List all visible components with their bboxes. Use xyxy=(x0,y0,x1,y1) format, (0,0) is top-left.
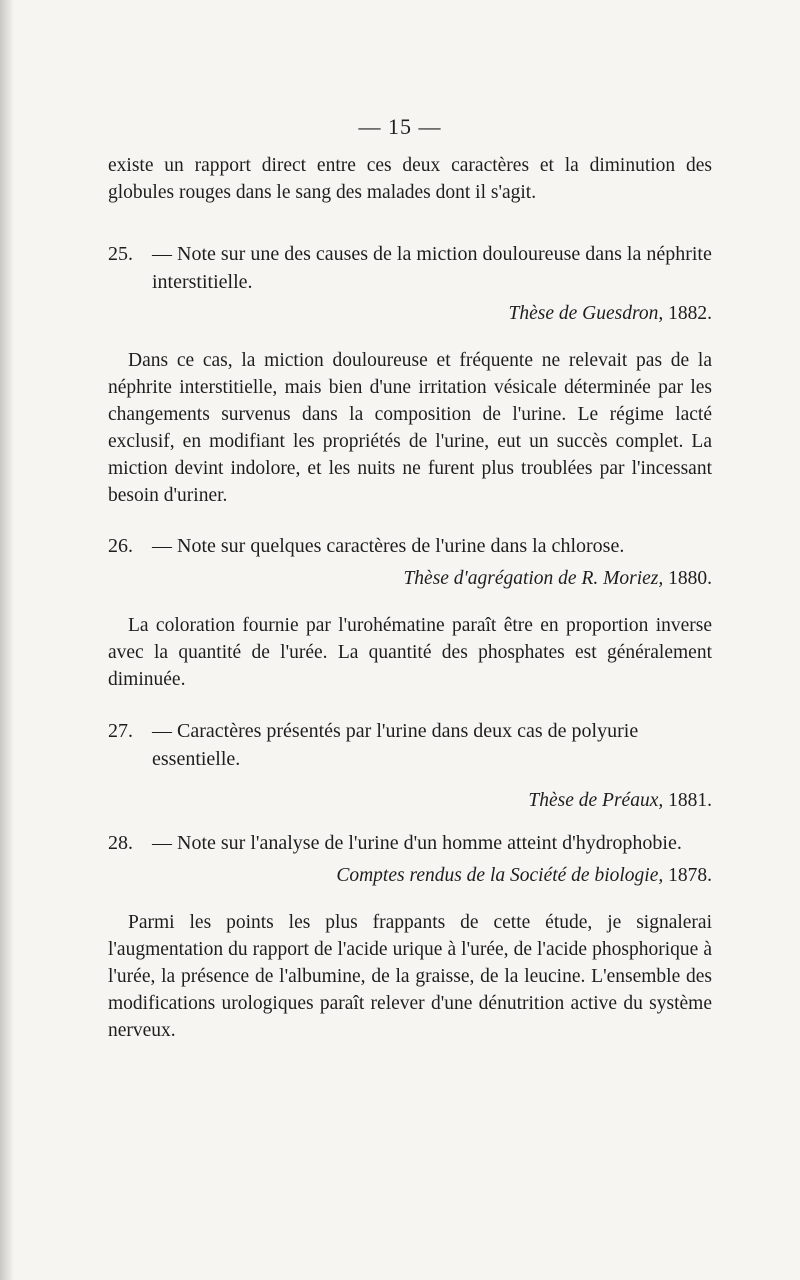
page-number: — 15 — xyxy=(358,114,442,139)
entry-heading xyxy=(108,718,712,773)
entry-body: La coloration fournie par l'urohématine paraît être en proportion inverse avec la quantité de l'urée. La quantité des phosphates est généralement diminuée. xyxy=(108,614,712,690)
entry-source xyxy=(108,862,712,889)
entry-title: — Caractères présentés par l'urine dans deux cas de polyurie essentielle. xyxy=(152,720,639,770)
entry-number: 26. xyxy=(108,535,133,557)
entry-body: Parmi les points les plus frappants de cette étude, je signalerai l'augmentation du rapport de l'acide urique à l'urée, de l'acide phosphorique à l'urée, la présence de l'albumine, de la graisse, de la leucine. L'ensemble des modifications urologiques paraît relever d'une dénutrition active du système nerveux. xyxy=(108,911,712,1041)
entry-title: — Note sur l'analyse de l'urine d'un homme atteint d'hydrophobie. xyxy=(152,832,682,854)
entry-heading xyxy=(108,830,712,858)
entry-source xyxy=(108,787,712,814)
source-title: Thèse de Préaux, xyxy=(528,790,664,811)
source-year: 1878. xyxy=(668,864,712,886)
page-edge-shadow xyxy=(0,0,14,1280)
source-title: Thèse de Guesdron, xyxy=(508,303,664,324)
entry-27 xyxy=(108,718,712,814)
source-year: 1882. xyxy=(668,303,712,324)
entry-heading xyxy=(108,533,712,561)
entry-number: 27. xyxy=(108,720,133,742)
entry-title: — Note sur quelques caractères de l'urine dans la chlorose. xyxy=(152,535,625,557)
source-year: 1880. xyxy=(668,567,712,589)
intro-block xyxy=(108,152,712,206)
source-title: Thèse d'agrégation de R. Moriez, xyxy=(403,567,664,589)
entry-source xyxy=(108,565,712,592)
source-title: Comptes rendus de la Société de biologie, xyxy=(336,864,664,886)
entry-25 xyxy=(108,241,712,509)
entry-body: Dans ce cas, la miction douloureuse et fréquente ne relevait pas de la néphrite interstitielle, mais bien d'une irritation vésicale déterminée par les changements survenus dans la composition de l'urine. Le régime lacté exclusif, en modifiant les propriétés de l'urine, eut un succès complet. La miction devint indolore, et les nuits ne furent plus troublées par l'incessant besoin d'uriner. xyxy=(108,350,712,506)
entry-28 xyxy=(108,830,712,1044)
entry-source xyxy=(108,300,712,327)
entry-number: 28. xyxy=(108,832,133,854)
entry-26 xyxy=(108,533,712,693)
entry-heading xyxy=(108,241,712,296)
entry-number: 25. xyxy=(108,243,133,265)
entry-title: — Note sur une des causes de la miction douloureuse dans la néphrite interstitielle. xyxy=(152,243,712,293)
source-year: 1881. xyxy=(668,790,712,811)
intro-paragraph: existe un rapport direct entre ces deux caractères et la diminution des globules rouges dans le sang des malades dont il s'agit. xyxy=(108,155,712,203)
